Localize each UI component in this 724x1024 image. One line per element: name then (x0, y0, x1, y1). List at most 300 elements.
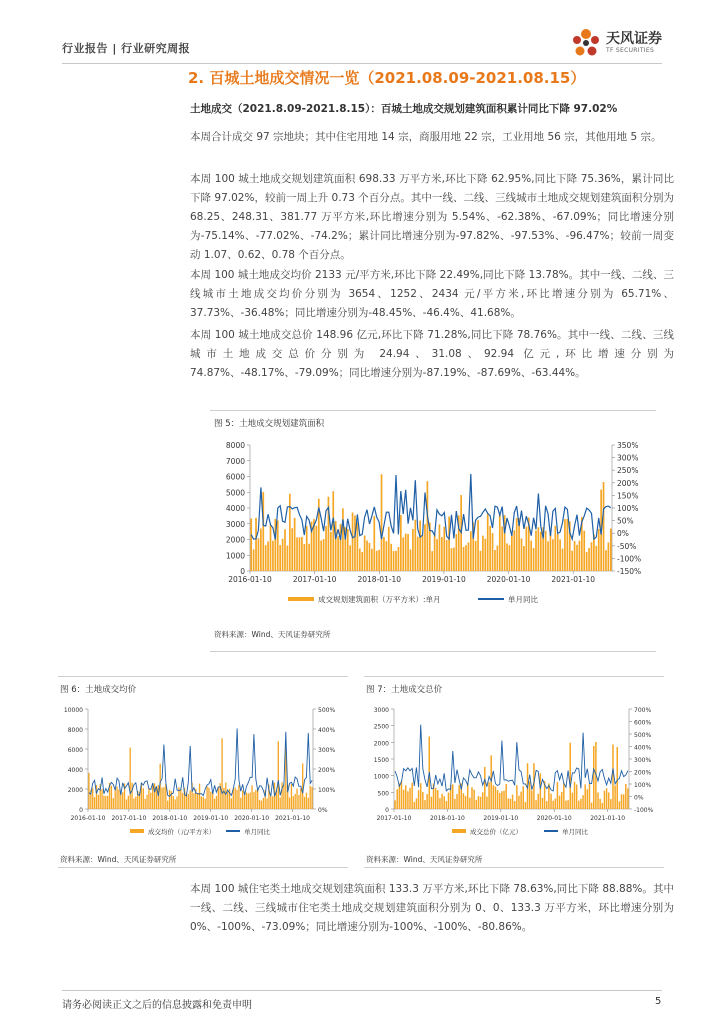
chart-avg-price (58, 701, 348, 846)
bar (218, 787, 219, 809)
bar (565, 801, 566, 809)
bar (169, 790, 170, 809)
x-tick-label: 2020-01-10 (486, 575, 531, 584)
x-tick-label: 2016-01-10 (70, 815, 106, 822)
bar (311, 787, 312, 809)
bar (396, 789, 397, 809)
bar (299, 537, 301, 571)
bar (381, 474, 383, 571)
bar (111, 786, 112, 809)
y2-tick-label: 500% (318, 707, 336, 714)
y2-tick-label: 400% (318, 727, 336, 734)
bar (542, 798, 543, 809)
y2-tick-label: 0% (617, 529, 629, 539)
bar (604, 791, 605, 809)
bar (133, 798, 134, 809)
y-tick-label: 10000 (63, 707, 83, 714)
bar (342, 508, 344, 571)
bar (282, 539, 284, 571)
bar (359, 548, 361, 571)
bar (383, 537, 385, 571)
bar (409, 788, 410, 809)
bar (431, 797, 432, 809)
bar (208, 788, 209, 809)
x-tick-label: 2019-01-10 (483, 815, 519, 822)
bar (545, 531, 547, 571)
bar (535, 800, 536, 809)
bar (214, 799, 215, 809)
y-tick-label: 2500 (373, 723, 389, 731)
bar (371, 549, 373, 571)
bar (263, 798, 264, 809)
y-tick-label: 6000 (67, 747, 83, 754)
y2-tick-label: 200% (318, 767, 336, 774)
bar (272, 541, 274, 571)
figure-title: 图 6：土地成交均价 (60, 685, 137, 695)
bar (378, 550, 380, 571)
y-tick-label: 3000 (373, 707, 389, 714)
y-tick-label: 0 (385, 807, 389, 814)
chart-area-building (210, 439, 656, 629)
bar (475, 541, 477, 571)
bar (509, 545, 511, 571)
bar (441, 794, 442, 809)
bar (446, 540, 448, 571)
bar (557, 534, 559, 571)
bar (113, 798, 114, 809)
bar (486, 797, 487, 809)
bar (508, 798, 509, 809)
bar (261, 801, 262, 809)
bar (301, 537, 303, 571)
bar (235, 788, 236, 809)
bar (555, 799, 556, 809)
page-number: 5 (655, 996, 662, 1007)
bar (276, 791, 277, 809)
bar (197, 793, 198, 809)
bar (435, 788, 436, 809)
legend-label: 成交均价（元/平方米） (148, 828, 216, 836)
bar (588, 548, 590, 571)
bar (525, 802, 526, 809)
bar (277, 521, 279, 571)
bar (411, 783, 412, 809)
y2-tick-label: 200% (617, 478, 639, 488)
bar (103, 795, 104, 809)
bar (88, 773, 89, 809)
bar (310, 786, 311, 809)
bar (325, 526, 327, 571)
bar (467, 783, 468, 809)
x-tick-label: 2021-01-10 (551, 575, 596, 584)
bar (484, 767, 485, 809)
series-line (251, 474, 611, 540)
bar (388, 527, 390, 571)
chart-total-price (364, 701, 664, 846)
company-logo (568, 26, 678, 66)
bar (354, 515, 356, 571)
bar (520, 792, 521, 809)
y-tick-label: 5000 (225, 488, 245, 498)
bar (478, 796, 479, 809)
figure-6 (58, 676, 348, 868)
bar (291, 784, 292, 809)
section-subtitle: 土地成交（2021.8.09-2021.8.15）：百城土地成交规划建筑面积累计同比下降 97.02% (190, 103, 618, 115)
bar (621, 794, 622, 809)
bar (452, 784, 453, 809)
bar (492, 533, 494, 571)
bar (546, 801, 547, 809)
bar (238, 785, 239, 809)
bar (540, 532, 542, 571)
x-tick-label: 2018-01-10 (152, 815, 188, 822)
bar (578, 801, 579, 809)
bar (306, 793, 307, 809)
legend-label: 单月同比 (244, 828, 270, 836)
y-tick-label: 4000 (225, 504, 245, 513)
series-line (395, 725, 628, 791)
bar (434, 533, 436, 571)
y2-tick-label: 50% (617, 516, 634, 526)
bar (212, 792, 213, 809)
bar (236, 790, 237, 809)
bar (376, 551, 378, 571)
legend-label: 成交规划建筑面积（万平方米）:单月 (318, 595, 441, 604)
bar (533, 548, 535, 571)
bar (270, 796, 271, 809)
bar (118, 790, 119, 809)
bar (270, 525, 272, 571)
y-tick-label: 0 (79, 807, 83, 814)
bar (557, 782, 558, 809)
bar (295, 794, 296, 809)
bar (405, 534, 407, 571)
bar (190, 790, 191, 809)
bar (101, 789, 102, 809)
y-tick-label: 500 (377, 790, 389, 798)
bar (296, 537, 298, 571)
bar (559, 539, 561, 571)
bar (221, 738, 222, 809)
bar (403, 790, 404, 809)
bar (454, 799, 455, 809)
bar (176, 796, 177, 809)
y-tick-label: 0 (240, 567, 245, 576)
bar (131, 783, 132, 809)
x-tick-label: 2018-01-10 (429, 815, 465, 822)
bar (107, 796, 108, 809)
bar (175, 799, 176, 809)
bar (476, 800, 477, 809)
bar (547, 541, 549, 571)
bar (337, 536, 339, 571)
bar (591, 542, 593, 571)
bar (441, 537, 443, 571)
bar (497, 546, 499, 571)
bar (591, 803, 592, 809)
bar (448, 517, 450, 571)
bar (424, 524, 426, 571)
bar (610, 529, 612, 571)
bar (439, 798, 440, 809)
bar (364, 536, 366, 571)
bar (330, 532, 332, 571)
bar (316, 526, 318, 571)
header-divider (62, 63, 662, 64)
bar (284, 529, 286, 571)
bar (499, 515, 501, 571)
y-tick-label: 1000 (225, 551, 245, 561)
bar (465, 545, 467, 571)
bar (182, 793, 183, 809)
bar (482, 792, 483, 809)
bar (473, 790, 474, 809)
bar (161, 788, 162, 809)
paragraph-total: 本周 100 城土地成交总价 148.96 亿元,环比下降 71.28%,同比下降 78.76%。其中一线、二线、三线城市土地成交总价分别为 24.94、31.08、92.94 亿元,环比增速分别为 74.87%、-48.17%、-79.09%；同比增速分别为-87.19%、-87.69%、-63.44%。 (190, 329, 674, 379)
bar (306, 526, 308, 571)
bar (210, 792, 211, 809)
bar (523, 546, 525, 571)
bar (497, 790, 498, 809)
bar (576, 545, 578, 571)
bar (300, 788, 301, 809)
x-tick-label: 2019-01-10 (422, 575, 466, 584)
bar (206, 786, 207, 809)
logo-subtext: TF SECURITIES (606, 47, 655, 54)
bar (552, 801, 553, 809)
y-tick-label: 2000 (67, 787, 83, 794)
bar (146, 795, 147, 809)
bar (614, 786, 615, 809)
bar (562, 549, 564, 571)
figure-source: 资料来源：Wind、天风证券研究所 (214, 630, 331, 639)
bar (352, 512, 354, 571)
bar (576, 785, 577, 809)
bar (538, 527, 540, 571)
bar (468, 542, 470, 571)
bar (298, 795, 299, 809)
bar (608, 542, 610, 571)
bar (193, 793, 194, 809)
bar (619, 801, 620, 809)
bar (448, 793, 449, 809)
bar (439, 524, 441, 571)
bar (188, 794, 189, 809)
bar (390, 544, 392, 571)
bar (293, 796, 294, 809)
bar (623, 794, 624, 809)
bar (400, 515, 402, 571)
bar (240, 798, 241, 809)
bar (231, 798, 232, 809)
bar (463, 793, 464, 809)
bar (361, 552, 363, 571)
bar (216, 796, 217, 809)
legend-label: 成交总价（亿元） (470, 828, 522, 836)
paragraph-price: 本周 100 城土地成交均价 2133 元/平方米,环比下降 22.49%,同比下降 13.78%。其中一线、二线、三线城市土地成交均价分别为 3654、1252、2434 元/平方米,环比增速分别为 65.71%、37.73%、-36.48%；同比增速分别为-48.45%、-46.4%、41.68%。 (190, 269, 674, 319)
bar (501, 791, 502, 809)
bar (453, 548, 455, 571)
y2-tick-label: -100% (634, 807, 654, 814)
bar (525, 527, 527, 571)
bar (605, 550, 607, 571)
figure-source: 资料来源：Wind、天风证券研究所 (366, 855, 483, 864)
bar (158, 785, 159, 809)
bar (489, 526, 491, 571)
legend-bar-swatch (130, 829, 144, 833)
bar (143, 788, 144, 809)
bar (531, 790, 532, 809)
y2-tick-label: 150% (617, 491, 639, 501)
bar (250, 518, 252, 571)
paragraph-area: 本周 100 城土地成交规划建筑面积 698.33 万平方米,环比下降 62.95%,同比下降 75.36%，累计同比下降 97.02%，较前一周上升 0.73 个百分点。其中一线、二线、三线城市土地成交规划建筑面积分别为 68.25、248.31、381.77 万平方米,环比增速分别为 5.54%、-62.38%、-67.09%；同比增速分别为-75.14%、-77.02%、-74.2%；累计同比增速分别为-97.82%、-97.53%、-96.47%；较前一周变动 1.07、0.62、0.78 个百分点。 (190, 173, 674, 261)
bar (203, 797, 204, 809)
bar (582, 795, 583, 809)
bar (574, 541, 576, 571)
y2-tick-label: 100% (617, 504, 639, 513)
bar (227, 792, 228, 809)
y2-tick-label: 600% (634, 719, 652, 727)
bar (602, 803, 603, 809)
y2-tick-label: 300% (617, 453, 639, 463)
bar (402, 537, 404, 571)
bar (523, 786, 524, 809)
bar (262, 492, 264, 571)
bar (463, 547, 465, 571)
y2-tick-label: 500% (634, 732, 652, 739)
y2-tick-label: 100% (634, 782, 652, 789)
x-tick-label: 2017-01-10 (111, 815, 147, 822)
flower-logo-icon (568, 26, 604, 62)
bar (484, 539, 486, 571)
bar (148, 788, 149, 809)
bar (422, 535, 424, 571)
y-tick-label: 2000 (225, 535, 245, 545)
bar (540, 773, 541, 809)
y2-tick-label: -50% (617, 541, 637, 551)
bar (287, 546, 289, 571)
bar (514, 801, 515, 809)
bar (205, 799, 206, 809)
bar (320, 540, 322, 571)
bar (279, 545, 281, 571)
bar (395, 551, 397, 571)
y2-tick-label: 0% (318, 807, 328, 814)
bar (244, 795, 245, 809)
bar (465, 796, 466, 809)
bar (116, 787, 117, 809)
x-tick-label: 2021-01-10 (590, 815, 626, 822)
legend-label: 单月同比 (508, 595, 538, 604)
x-tick-label: 2019-01-10 (193, 815, 229, 822)
bar (266, 798, 267, 809)
bar (530, 541, 532, 571)
bar (128, 796, 129, 809)
bar (122, 792, 123, 809)
y-tick-label: 8000 (67, 727, 83, 734)
bar (593, 746, 594, 809)
y-tick-label: 7000 (225, 456, 245, 466)
x-tick-label: 2020-01-10 (536, 815, 572, 822)
bar (251, 785, 252, 809)
bar (173, 796, 174, 809)
bar (552, 539, 554, 571)
bar (561, 792, 562, 809)
x-tick-label: 2016-01-10 (228, 575, 272, 584)
bar (529, 781, 530, 809)
bar (436, 539, 438, 571)
bar (407, 791, 408, 809)
bar (347, 529, 349, 571)
bar (511, 535, 513, 571)
bar (513, 530, 515, 571)
bar (571, 551, 573, 571)
y-tick-label: 1500 (373, 757, 389, 764)
bar (253, 549, 255, 571)
bar (401, 781, 402, 809)
bar (98, 795, 99, 809)
bar (373, 516, 375, 571)
bar (586, 552, 588, 571)
x-tick-label: 2020-01-10 (234, 815, 270, 822)
footer-divider (62, 990, 662, 991)
bar (414, 520, 416, 571)
bar (163, 787, 164, 809)
y-tick-label: 6000 (225, 472, 245, 482)
bar (126, 799, 127, 809)
bar (589, 784, 590, 809)
bar (289, 797, 290, 809)
y2-tick-label: 300% (634, 757, 652, 764)
bar (516, 518, 518, 571)
bar (323, 539, 325, 571)
bar (250, 793, 251, 809)
bar (518, 796, 519, 809)
bar (257, 789, 258, 809)
bar (303, 544, 305, 571)
bar (419, 521, 421, 571)
bar (456, 794, 457, 809)
bar (259, 800, 260, 809)
y2-tick-label: 400% (634, 744, 652, 752)
bar (291, 528, 293, 571)
bar (393, 551, 395, 571)
bar (550, 794, 551, 809)
bar (595, 546, 597, 571)
bar (242, 790, 243, 809)
bar (424, 800, 425, 809)
bar (248, 793, 249, 809)
figure-title: 图 7：土地成交总价 (366, 685, 443, 695)
bar (579, 541, 581, 571)
bar (199, 784, 200, 809)
bar (145, 799, 146, 809)
bar (564, 519, 566, 571)
bar (394, 800, 395, 809)
bar (488, 782, 489, 809)
y2-tick-label: -150% (617, 567, 642, 576)
bar (272, 796, 273, 809)
bar (437, 790, 438, 809)
figure-title: 图 5：土地成交规划建筑面积 (214, 419, 325, 429)
y-tick-label: 3000 (225, 519, 245, 529)
bar (420, 783, 421, 809)
bar (512, 795, 513, 809)
bar (584, 784, 585, 809)
y2-tick-label: 100% (318, 787, 336, 794)
paragraph-residential: 本周 100 城住宅类土地成交规划建筑面积 133.3 万平方米,环比下降 78.63%,同比下降 88.88%。其中一线、二线、三线城市住宅类土地成交规划建筑面积分别为 0、0、133.3 万平方米，环比增速分别为 0%、-100%、-73.09%；同比增速分别为-100%、-100%、-80.86%。 (190, 883, 674, 933)
bar (94, 797, 95, 809)
